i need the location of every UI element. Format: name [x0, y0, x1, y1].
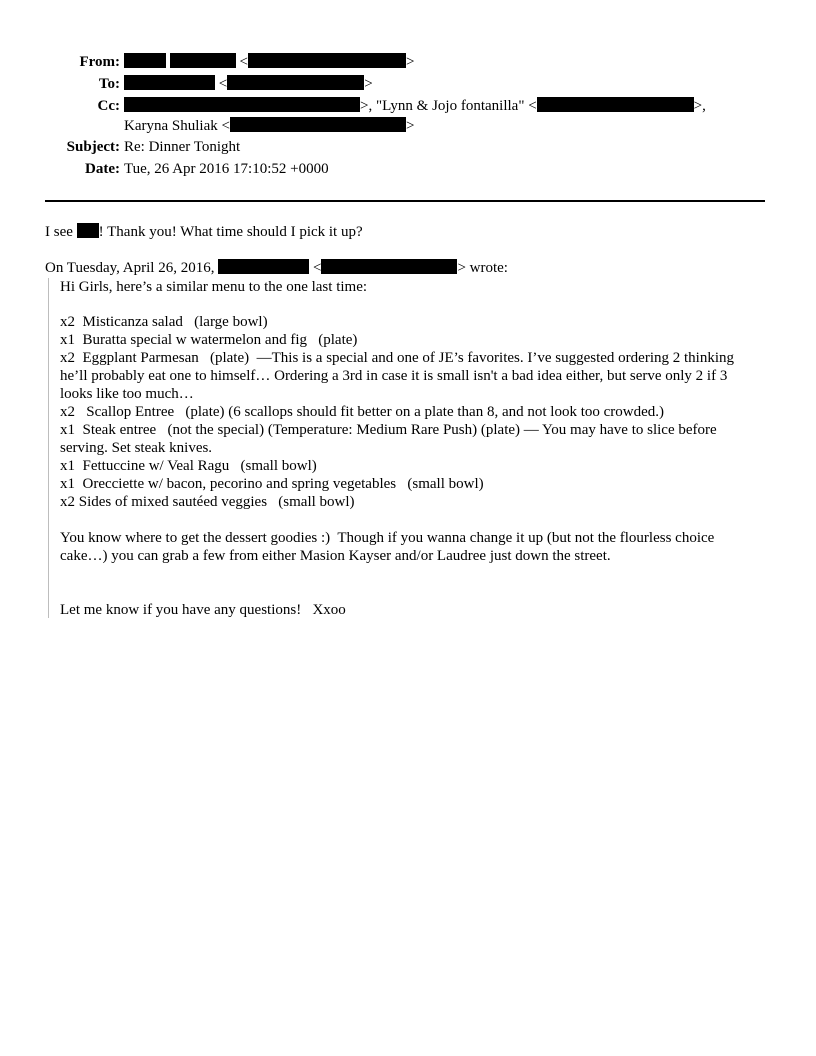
menu-item: x2 Misticanza salad (large bowl)	[60, 314, 268, 330]
redacted-reply-word	[77, 223, 99, 238]
menu-item: x1 Orecciette w/ bacon, pecorino and spring vegetables (small bowl)	[60, 476, 484, 492]
redacted-cc-email	[537, 97, 694, 112]
subject-label: Subject:	[66, 139, 120, 155]
menu-item: x2 Scallop Entree (plate) (6 scallops should fit better on a plate than 8, and not look too crowded.)	[60, 404, 665, 420]
menu-item: x1 Buratta special w watermelon and fig (plate)	[60, 332, 358, 348]
redacted-sender-email	[248, 53, 406, 68]
redacted-attribution-name	[218, 259, 309, 274]
redacted-cc-email-2	[230, 117, 406, 132]
subject-value: Re: Dinner Tonight	[124, 139, 241, 155]
redacted-cc-recipient	[124, 97, 360, 112]
to-label: To:	[98, 76, 120, 92]
menu-item: x1 Fettuccine w/ Veal Ragu (small bowl)	[60, 458, 317, 474]
reply-message	[45, 222, 363, 242]
cc-value-line-1	[124, 96, 706, 116]
to-value: < >	[124, 74, 373, 94]
date-label: Date:	[85, 161, 120, 177]
redacted-recipient-name	[124, 75, 215, 90]
cc-name-2: Karyna Shuliak <	[124, 118, 230, 134]
cc-text-2: >,	[693, 98, 706, 114]
redacted-sender-last-name	[170, 53, 236, 68]
reply-prefix: I see	[45, 224, 77, 240]
from-value: < >	[124, 52, 414, 72]
attribution-prefix: On Tuesday, April 26, 2016,	[45, 260, 219, 276]
cc-text-1: >, "Lynn & Jojo fontanilla" <	[360, 98, 537, 114]
attribution-suffix: > wrote:	[457, 260, 508, 276]
quote-attribution: On Tuesday, April 26, 2016, < > wrote:	[45, 260, 508, 276]
redacted-recipient-email	[227, 75, 364, 90]
menu-item: x2 Sides of mixed sautéed veggies (small bowl)	[60, 494, 355, 510]
from-label: From:	[79, 54, 120, 70]
cc-label: Cc:	[97, 98, 120, 114]
redacted-attribution-email	[321, 259, 457, 274]
cc-value-line-2: Karyna Shuliak < >	[124, 118, 415, 134]
redacted-sender-first-name	[124, 53, 166, 68]
quoted-message	[48, 278, 765, 618]
header-divider	[45, 200, 765, 202]
dessert-paragraph: You know where to get the dessert goodies :) Though if you wanna change it up (but not the flourless choice cake…) you can grab a few from either Masion Kayser and/or Laudree just down the street.	[60, 530, 719, 564]
menu-item: x2 Eggplant Parmesan (plate) —This is a special and one of JE’s favorites. I’ve suggested ordering 2 thinking he’ll probably eat one to himself… Ordering a 3rd in case it is small isn't a bad idea either, but serve only 2 if 3 looks like too much…	[60, 350, 738, 402]
closing-line: Let me know if you have any questions! Xxoo	[60, 602, 346, 618]
menu-item: x1 Steak entree (not the special) (Temperature: Medium Rare Push) (plate) — You may have to slice before serving. Set steak knives.	[60, 422, 721, 456]
date-value: Tue, 26 Apr 2016 17:10:52 +0000	[124, 161, 329, 177]
quoted-greeting: Hi Girls, here’s a similar menu to the one last time:	[60, 279, 368, 295]
reply-suffix: ! Thank you! What time should I pick it up?	[98, 224, 363, 240]
